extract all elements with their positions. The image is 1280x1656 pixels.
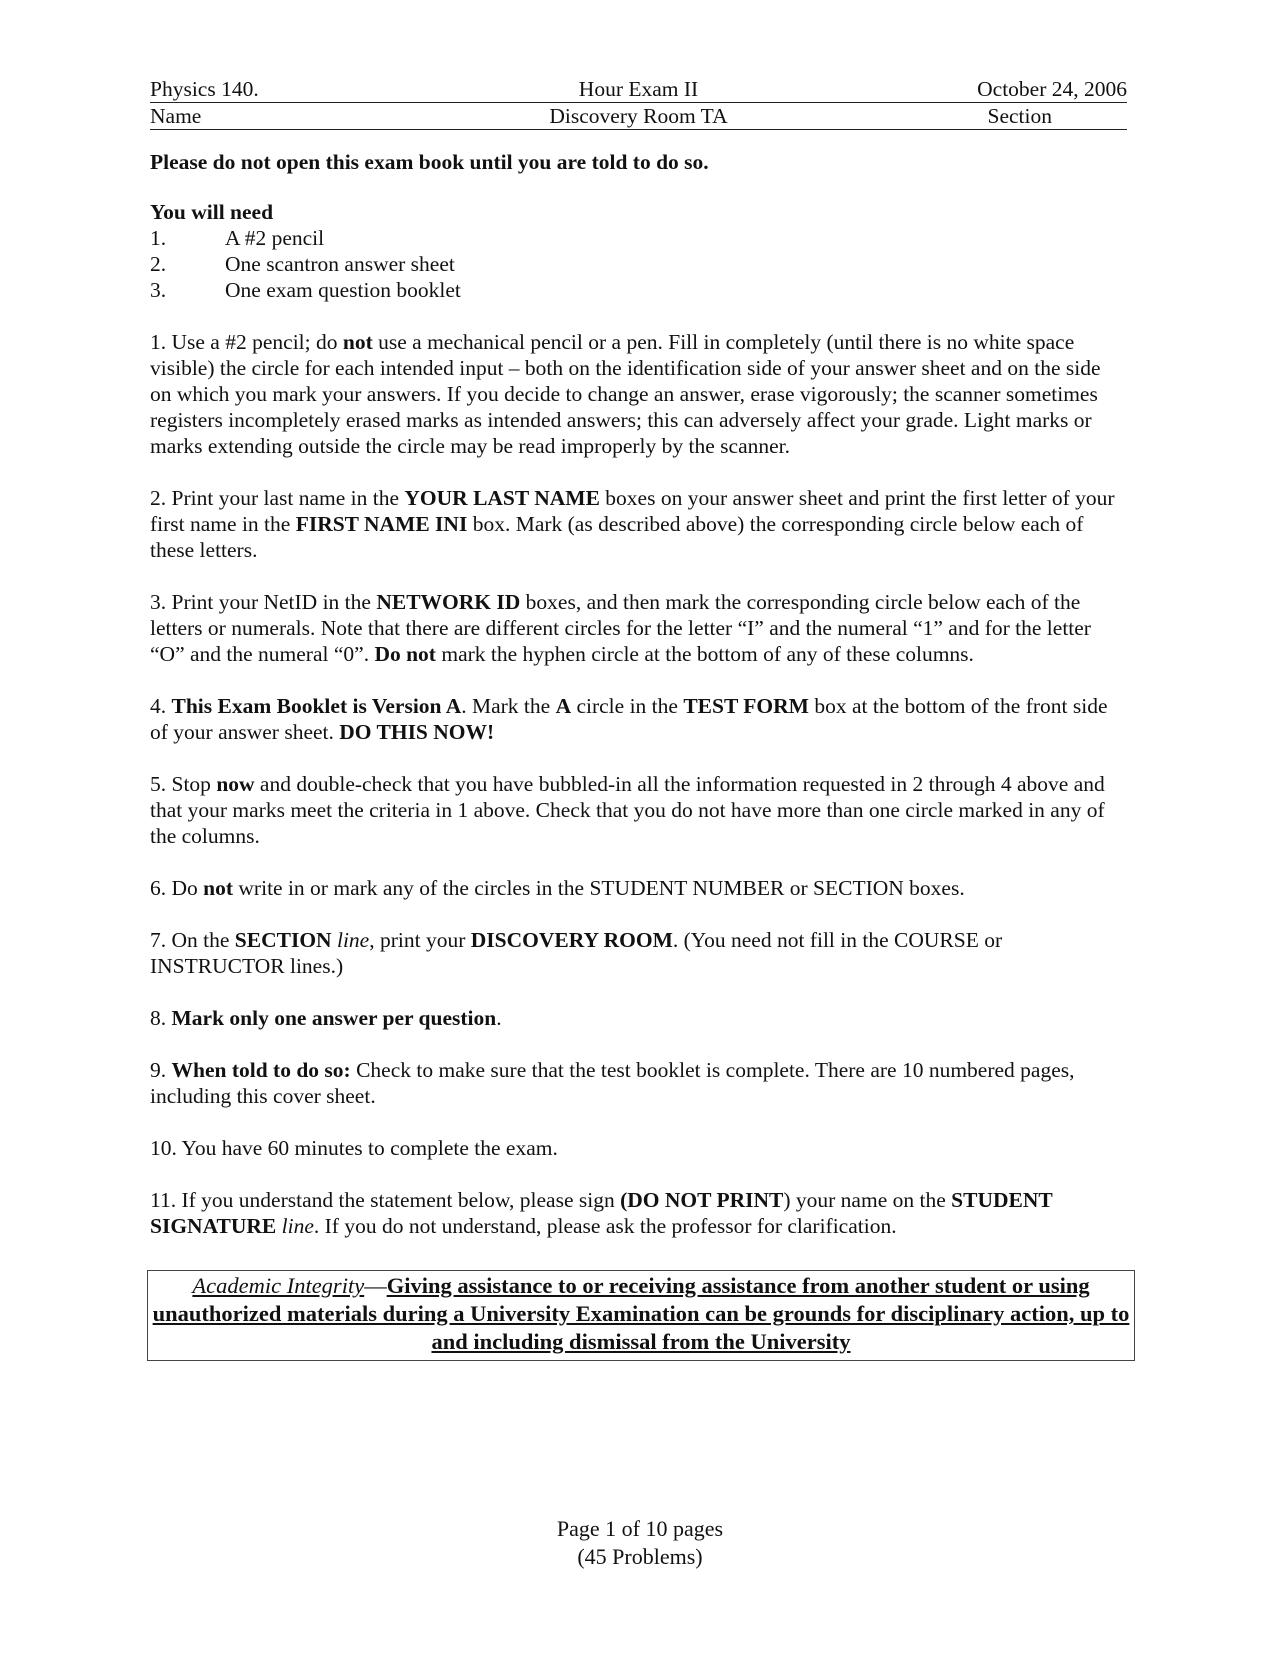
page-number: Page 1 of 10 pages (556, 1516, 724, 1541)
instruction-11: 11. If you understand the statement below, please sign (DO NOT PRINT) your name on the STUDENT SIGNATURE line. If you do not understand, please ask the professor for clarification. (150, 1188, 1053, 1238)
needs-list (150, 199, 1127, 303)
instruction-8: 8. Mark only one answer per question. (150, 1006, 502, 1030)
course-title: Physics 140. (150, 77, 259, 101)
intro-warning: Please do not open this exam book until you are told to do so. (150, 150, 709, 174)
instruction-4: 4. This Exam Booklet is Version A. Mark the A circle in the TEST FORM box at the bottom of the front side of your answer sheet. DO THIS NOW! (150, 694, 1108, 744)
list-item: 3. One exam question booklet (150, 278, 461, 302)
ta-label: Discovery Room TA (549, 104, 728, 128)
header-row-2 (150, 103, 1127, 130)
name-label: Name (150, 104, 202, 128)
instruction-1: 1. Use a #2 pencil; do not use a mechanical pencil or a pen. Fill in completely (until there is no white space visible) the circle for each intended input – both on the identification side of your answer sheet and on the side on which you mark your answers. If you decide to change an answer, erase vigorously; the scanner sometimes registers incompletely erased marks as intended answers; this can adversely affect your grade. Light marks or marks extending outside the circle may be read improperly by the scanner. (150, 330, 1101, 458)
academic-integrity-box (147, 1270, 1135, 1361)
integrity-dash: — (364, 1273, 387, 1298)
section-label: Section (987, 104, 1052, 128)
instruction-2: 2. Print your last name in the YOUR LAST NAME boxes on your answer sheet and print the first letter of your first name in the FIRST NAME INI box. Mark (as described above) the corresponding circle below each of these letters. (150, 486, 1115, 562)
instructions (150, 329, 1127, 1239)
exam-title: Hour Exam II (578, 77, 699, 101)
header-row-1 (150, 76, 1127, 103)
instruction-5: 5. Stop now and double-check that you have bubbled-in all the information requested in 2 through 4 above and that your marks meet the criteria in 1 above. Check that you do not have more than one circle marked in any of the columns. (150, 772, 1105, 848)
list-item: 1. A #2 pencil (150, 226, 325, 250)
integrity-text: Giving assistance to or receiving assistance from another student or using unauthorized materials during a University Examination can be grounds for disciplinary action, up to and including dismissal from the University (152, 1273, 1130, 1354)
list-item: 2. One scantron answer sheet (150, 252, 455, 276)
instruction-3: 3. Print your NetID in the NETWORK ID boxes, and then mark the corresponding circle below each of the letters or numerals. Note that there are different circles for the letter “I” and the numeral “1” and for the letter “O” and the numeral “0”. Do not mark the hyphen circle at the bottom of any of these columns. (150, 590, 1091, 666)
problem-count: (45 Problems) (577, 1544, 703, 1569)
page-footer (0, 1515, 1280, 1571)
integrity-lead: Academic Integrity (192, 1273, 365, 1298)
instruction-9: 9. When told to do so: Check to make sure that the test booklet is complete. There are 10 numbered pages, including this cover sheet. (150, 1058, 1075, 1108)
instruction-6: 6. Do not write in or mark any of the circles in the STUDENT NUMBER or SECTION boxes. (150, 876, 965, 900)
needs-title: You will need (150, 200, 274, 224)
instruction-10: 10. You have 60 minutes to complete the exam. (150, 1136, 558, 1160)
exam-cover-page (150, 76, 1127, 1239)
exam-date: October 24, 2006 (977, 77, 1127, 101)
instruction-7: 7. On the SECTION line, print your DISCOVERY ROOM. (You need not fill in the COURSE or INSTRUCTOR lines.) (150, 928, 1003, 978)
